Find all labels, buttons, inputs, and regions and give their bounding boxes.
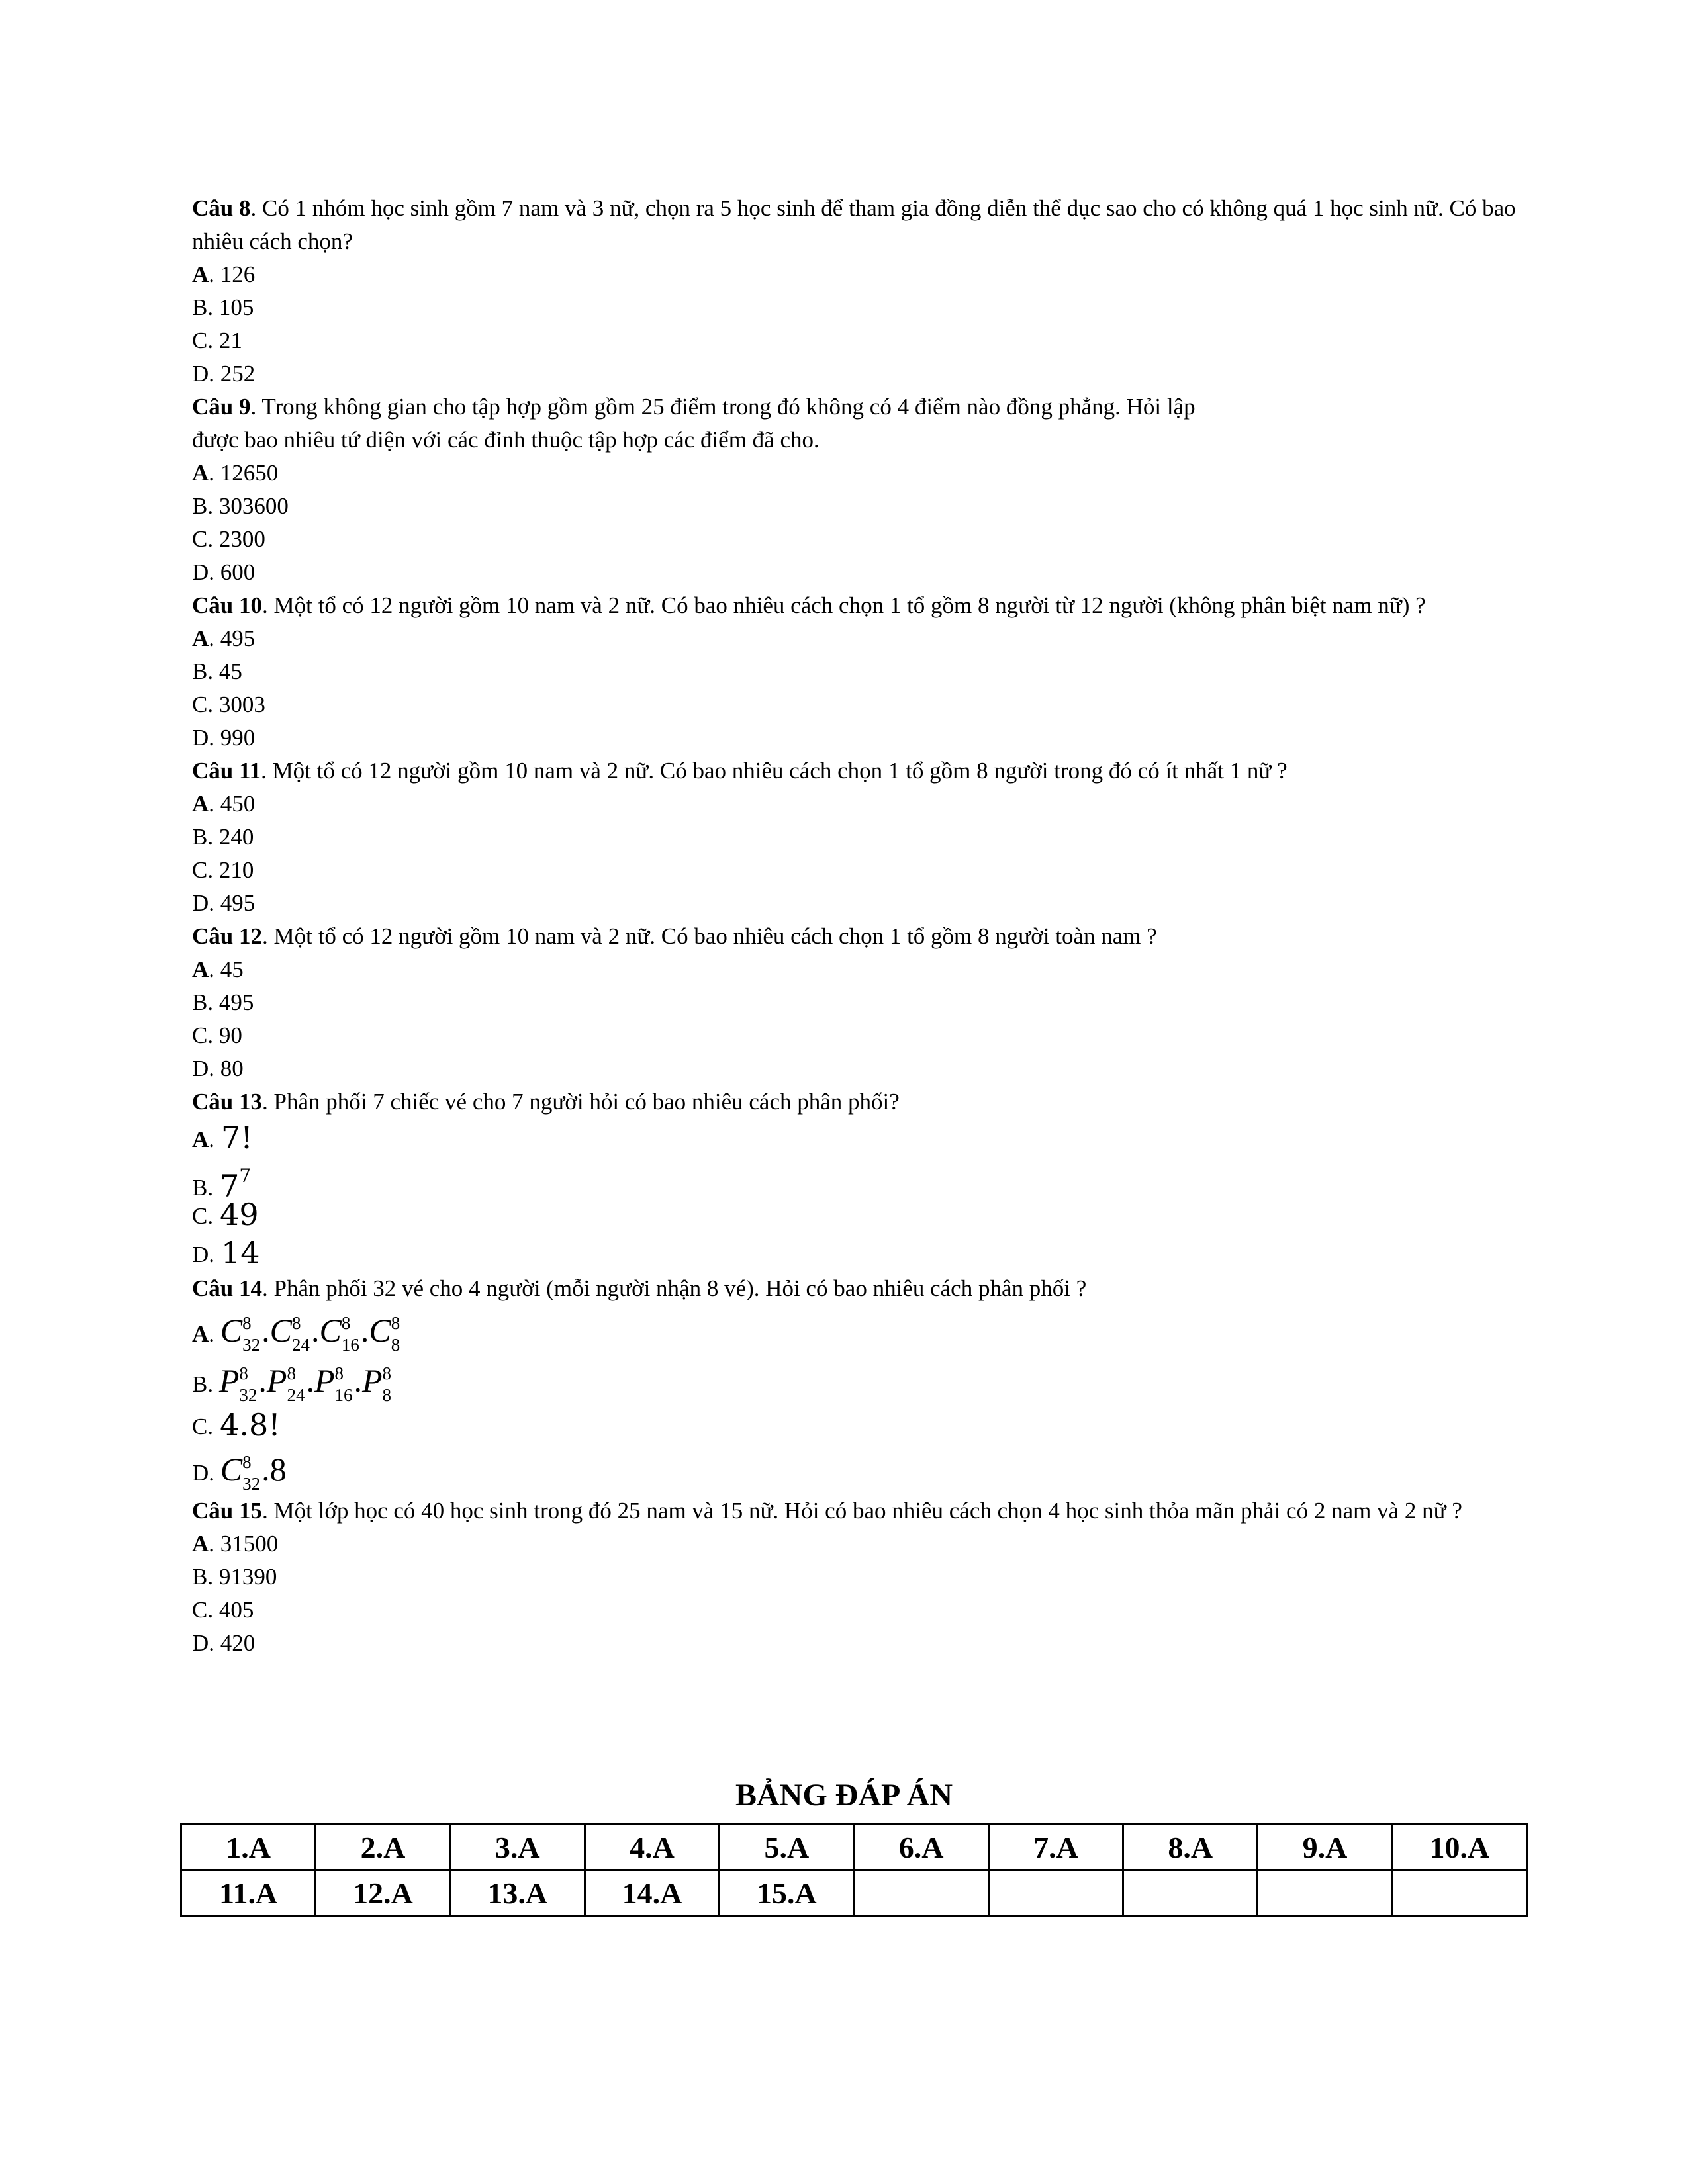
option-c: C. 2300 [192,526,265,552]
answer-cell [854,1870,988,1916]
question-number: Câu 10 [192,592,262,618]
question-list [192,192,1529,1660]
option-a: A. 126 [192,261,256,287]
option-b: B. 91390 [192,1564,277,1590]
question-number: Câu 12 [192,923,262,949]
answer-cell: 7.A [988,1825,1123,1870]
option-c: C. 49 [192,1197,259,1232]
option-a: A. 12650 [192,460,279,486]
answer-cell: 14.A [585,1870,719,1916]
permutation-product: P 8 32 .P 8 24 .P 8 16 .P 8 8 [218,1362,392,1405]
answer-cell: 10.A [1392,1825,1526,1870]
question-number: Câu 11 [192,758,261,784]
option-d: D. C 8 32 .8 [192,1451,287,1494]
question-15 [192,1494,1529,1527]
answer-cell: 1.A [181,1825,316,1870]
option-d: D. 252 [192,361,256,387]
answer-cell: 13.A [450,1870,585,1916]
question-number: Câu 8 [192,195,251,221]
question-8 [192,192,1529,258]
answer-cell: 5.A [720,1825,854,1870]
option-d: D. 80 [192,1056,244,1081]
question-11 [192,754,1529,788]
option-d: D. 14 [192,1235,260,1271]
question-text: . Một tổ có 12 người gồm 10 nam và 2 nữ. Có bao nhiêu cách chọn 1 tổ gồm 8 người từ 12 người (không phân biệt nam nữ) ? [262,592,1426,618]
answer-table [180,1823,1528,1917]
option-a: A. 7! [192,1120,253,1156]
answer-cell: 6.A [854,1825,988,1870]
option-d: D. 495 [192,890,256,916]
question-text: . Một tổ có 12 người gồm 10 nam và 2 nữ. Có bao nhiêu cách chọn 1 tổ gồm 8 người toàn nam ? [262,923,1157,949]
answer-cell [988,1870,1123,1916]
combination-product: C 8 32 .C 8 24 .C 8 16 .C 8 8 [220,1312,400,1355]
question-number: Câu 13 [192,1089,262,1115]
option-b: B. 495 [192,989,254,1015]
option-b: B. P 8 32 .P 8 24 .P 8 16 .P 8 8 [192,1362,392,1405]
option-a: A. 450 [192,791,256,817]
option-c: C. 3003 [192,692,265,717]
answer-cell [1392,1870,1526,1916]
question-12 [192,920,1529,953]
question-number: Câu 15 [192,1498,262,1524]
option-a: A. 495 [192,625,256,651]
table-row [181,1825,1527,1870]
option-c: C. 21 [192,328,242,353]
question-text: . Có 1 nhóm học sinh gồm 7 nam và 3 nữ, chọn ra 5 học sinh để tham gia đồng diễn thể dục sao cho có không quá 1 học sinh nữ. Có bao nhiêu cách chọn? [192,195,1516,254]
option-c: C. 90 [192,1023,242,1048]
question-14 [192,1272,1529,1305]
answer-cell: 11.A [181,1870,316,1916]
question-text: . Phân phối 7 chiếc vé cho 7 người hỏi có bao nhiêu cách phân phối? [262,1089,900,1115]
question-text: . Một tổ có 12 người gồm 10 nam và 2 nữ. Có bao nhiêu cách chọn 1 tổ gồm 8 người trong đó có ít nhất 1 nữ ? [261,758,1288,784]
option-d: D. 600 [192,559,256,585]
option-b: B. 303600 [192,493,289,519]
option-b: B. $7^7$ [192,1165,252,1204]
answer-cell: 9.A [1258,1825,1392,1870]
table-row [181,1870,1527,1916]
option-a: A. 31500 [192,1531,279,1557]
option-b: B. 45 [192,659,242,684]
answer-cell: 12.A [316,1870,450,1916]
option-d: D. 990 [192,725,256,751]
answer-table-title: BẢNG ĐÁP ÁN [735,1778,953,1813]
answer-cell: 15.A [720,1870,854,1916]
option-b: B. 240 [192,824,254,850]
option-a: A. C 8 32 .C 8 24 .C 8 16 .C 8 8 [192,1312,400,1355]
answer-cell: 8.A [1123,1825,1258,1870]
answer-cell: 4.A [585,1825,719,1870]
question-number: Câu 9 [192,394,251,420]
question-10 [192,589,1529,622]
option-c: C. 210 [192,857,254,883]
answer-cell: 3.A [450,1825,585,1870]
question-text: . Phân phối 32 vé cho 4 người (mỗi người nhận 8 vé). Hỏi có bao nhiêu cách phân phối ? [262,1275,1087,1301]
question-number: Câu 14 [192,1275,262,1301]
option-c: C. 4.8! [192,1407,281,1443]
combination-expression: C 8 32 .8 [220,1451,287,1494]
answer-cell [1123,1870,1258,1916]
option-c: C. 405 [192,1597,254,1623]
option-d: D. 420 [192,1630,256,1656]
question-13 [192,1085,1529,1118]
answer-cell: 2.A [316,1825,450,1870]
question-9: Câu 9. Trong không gian cho tập hợp gồm gồm 25 điểm trong đó không có 4 điểm nào đồng phẳng. Hỏi lập được bao nhiêu tứ diện với các đỉnh thuộc tập hợp các điểm đã cho. [192,394,1196,453]
option-b: B. 105 [192,295,254,320]
option-a: A. 45 [192,956,244,982]
answer-cell [1258,1870,1392,1916]
question-text: . Một lớp học có 40 học sinh trong đó 25 nam và 15 nữ. Hỏi có bao nhiêu cách chọn 4 học sinh thỏa mãn phải có 2 nam và 2 nữ ? [262,1498,1462,1524]
